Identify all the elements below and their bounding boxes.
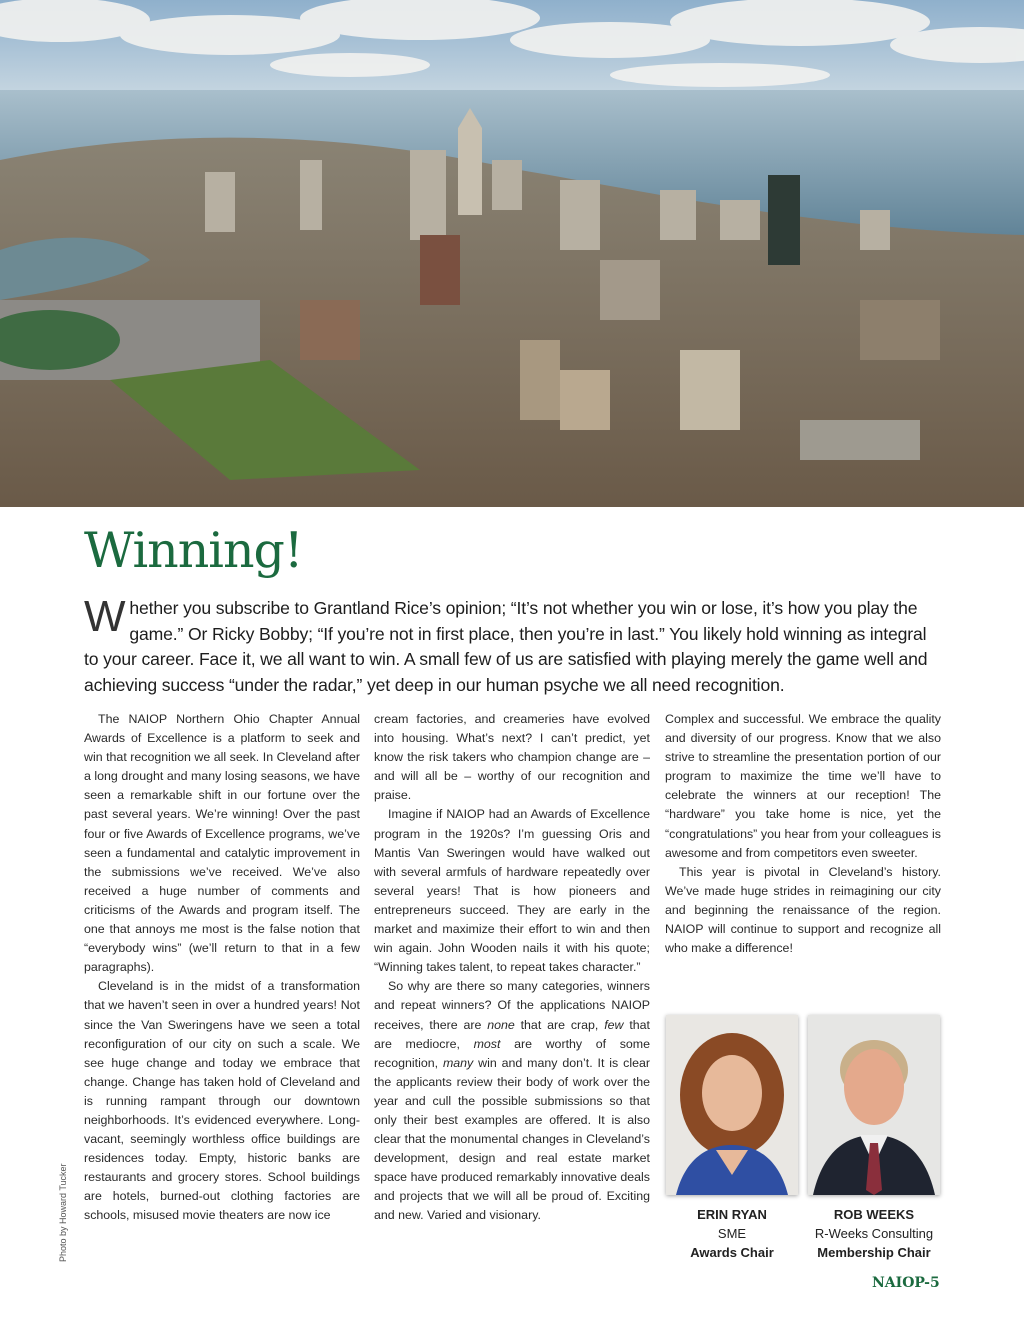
- paragraph: cream factories, and creameries have evolved into housing. What’s next? I can’t predict, yet know the risk takers who champion change are – and will all be – worthy of our recognition and praise.: [374, 712, 650, 803]
- headshot-rob-weeks: [808, 1015, 940, 1195]
- hero-cityscape-photo: [0, 0, 1024, 507]
- emphasis: many: [442, 1055, 474, 1070]
- page-number: NAIOP-5: [872, 1275, 940, 1291]
- text-run: So why are there so many categories, winners and repeat winners? Of the applications NAIOP receives, there are: [374, 979, 650, 1032]
- page-title: Winning!: [84, 522, 303, 579]
- person-org: SME: [717, 1226, 747, 1241]
- lede-paragraph: [84, 592, 942, 698]
- paragraph: Cleveland is in the midst of a transformation that we haven’t seen in over a hundred years! Not since the Van Sweringens have we seen a total reconfiguration of our city on such a scale. We see huge change and today we embrace that change. Change has taken hold of Cleveland and is running rampant through our downtown neighborhoods. It’s evidenced everywhere. Long-vacant, seemingly worthless office buildings are residences today. Empty, historic banks are restaurants and grocery stores. School buildings are hotels, burned-out clothing factories are schools, misused movie theaters are now ice: [84, 979, 360, 1223]
- person-role: Membership Chair: [817, 1245, 931, 1260]
- drop-cap: W: [84, 592, 126, 641]
- paragraph: Complex and successful. We embrace the quality and diversity of our progress. Know that we also strive to streamline the presentation portion of our program to maximize the time we’ll have to celebrate the winners at our reception! The “hardware” you take home is nice, yet the “congratulations” you hear from your colleagues is awesome and from competitors even sweeter.: [665, 712, 941, 860]
- paragraph: This year is pivotal in Cleveland’s history. We’ve made huge strides in reimagining our city and beginning the renaissance of the region. NAIOP will continue to support and recognize all who make a difference!: [665, 864, 941, 956]
- column-2: [374, 710, 650, 1226]
- text-run: win and many don’t. It is clear the applicants review their body of work over the year and cull the possible submissions so that only their best examples are offered. It is also clear that the monumental changes in Cleveland’s development, design and real estate market space have produced remarkably innovative deals and projects that we will all be proud of. Exciting and new. Varied and visionary.: [374, 1055, 650, 1223]
- emphasis: none: [487, 1017, 515, 1032]
- column-3: [665, 710, 941, 958]
- headshot-erin-ryan: [666, 1015, 798, 1195]
- paragraph: The NAIOP Northern Ohio Chapter Annual Awards of Excellence is a platform to seek and win that recognition we all seek. In Cleveland after a long drought and many losing seasons, we have seen a remarkable shift in our fortune over the past several years. We’re winning! Over the past four or five Awards of Excellence programs, we’ve seen a fundamental and catalytic improvement in the submissions we’ve received. We’ve also received a huge number of comments and criticisms of the Awards and program itself. The one that annoys me most is the false notion that “everybody wins” (we’ll return to that in a few paragraphs).: [84, 712, 360, 975]
- text-run: that are mediocre,: [374, 1017, 650, 1051]
- text-run: are worthy of some recognition,: [374, 1036, 650, 1070]
- emphasis: most: [473, 1036, 501, 1051]
- caption-rob-weeks: [808, 1205, 940, 1262]
- person-name: ROB WEEKS: [833, 1207, 915, 1222]
- caption-erin-ryan: [666, 1205, 798, 1262]
- paragraph: [374, 977, 650, 1225]
- person-role: Awards Chair: [690, 1245, 774, 1260]
- photo-credit: Photo by Howard Tucker: [58, 1163, 68, 1262]
- text-run: that are crap,: [514, 1017, 605, 1032]
- paragraph: Imagine if NAIOP had an Awards of Excellence program in the 1920s? I’m guessing Oris and Mantis Van Sweringen would have walked out with several armfuls of hardware repeatedly over several years! That is how pioneers and entrepreneurs succeed. They are early in the market and maximize their effort to win and then win again. John Wooden nails it with his quote; “Winning takes talent, to repeat takes character.”: [374, 807, 650, 975]
- emphasis: few: [604, 1017, 624, 1032]
- person-org: R-Weeks Consulting: [814, 1226, 934, 1241]
- person-name: ERIN RYAN: [697, 1207, 767, 1222]
- column-1: [84, 710, 360, 1226]
- lede-text: hether you subscribe to Grantland Rice’s opinion; “It’s not whether you win or lose, it’s how you play the game.” Or Ricky Bobby; “If you’re not in first place, then you’re in last.” You likely hold winning as integral to your career. Face it, we all want to win. A small few of us are satisfied with playing merely the game well and achieving success “under the radar,” yet deep in our human psyche we all need recognition.: [84, 598, 928, 695]
